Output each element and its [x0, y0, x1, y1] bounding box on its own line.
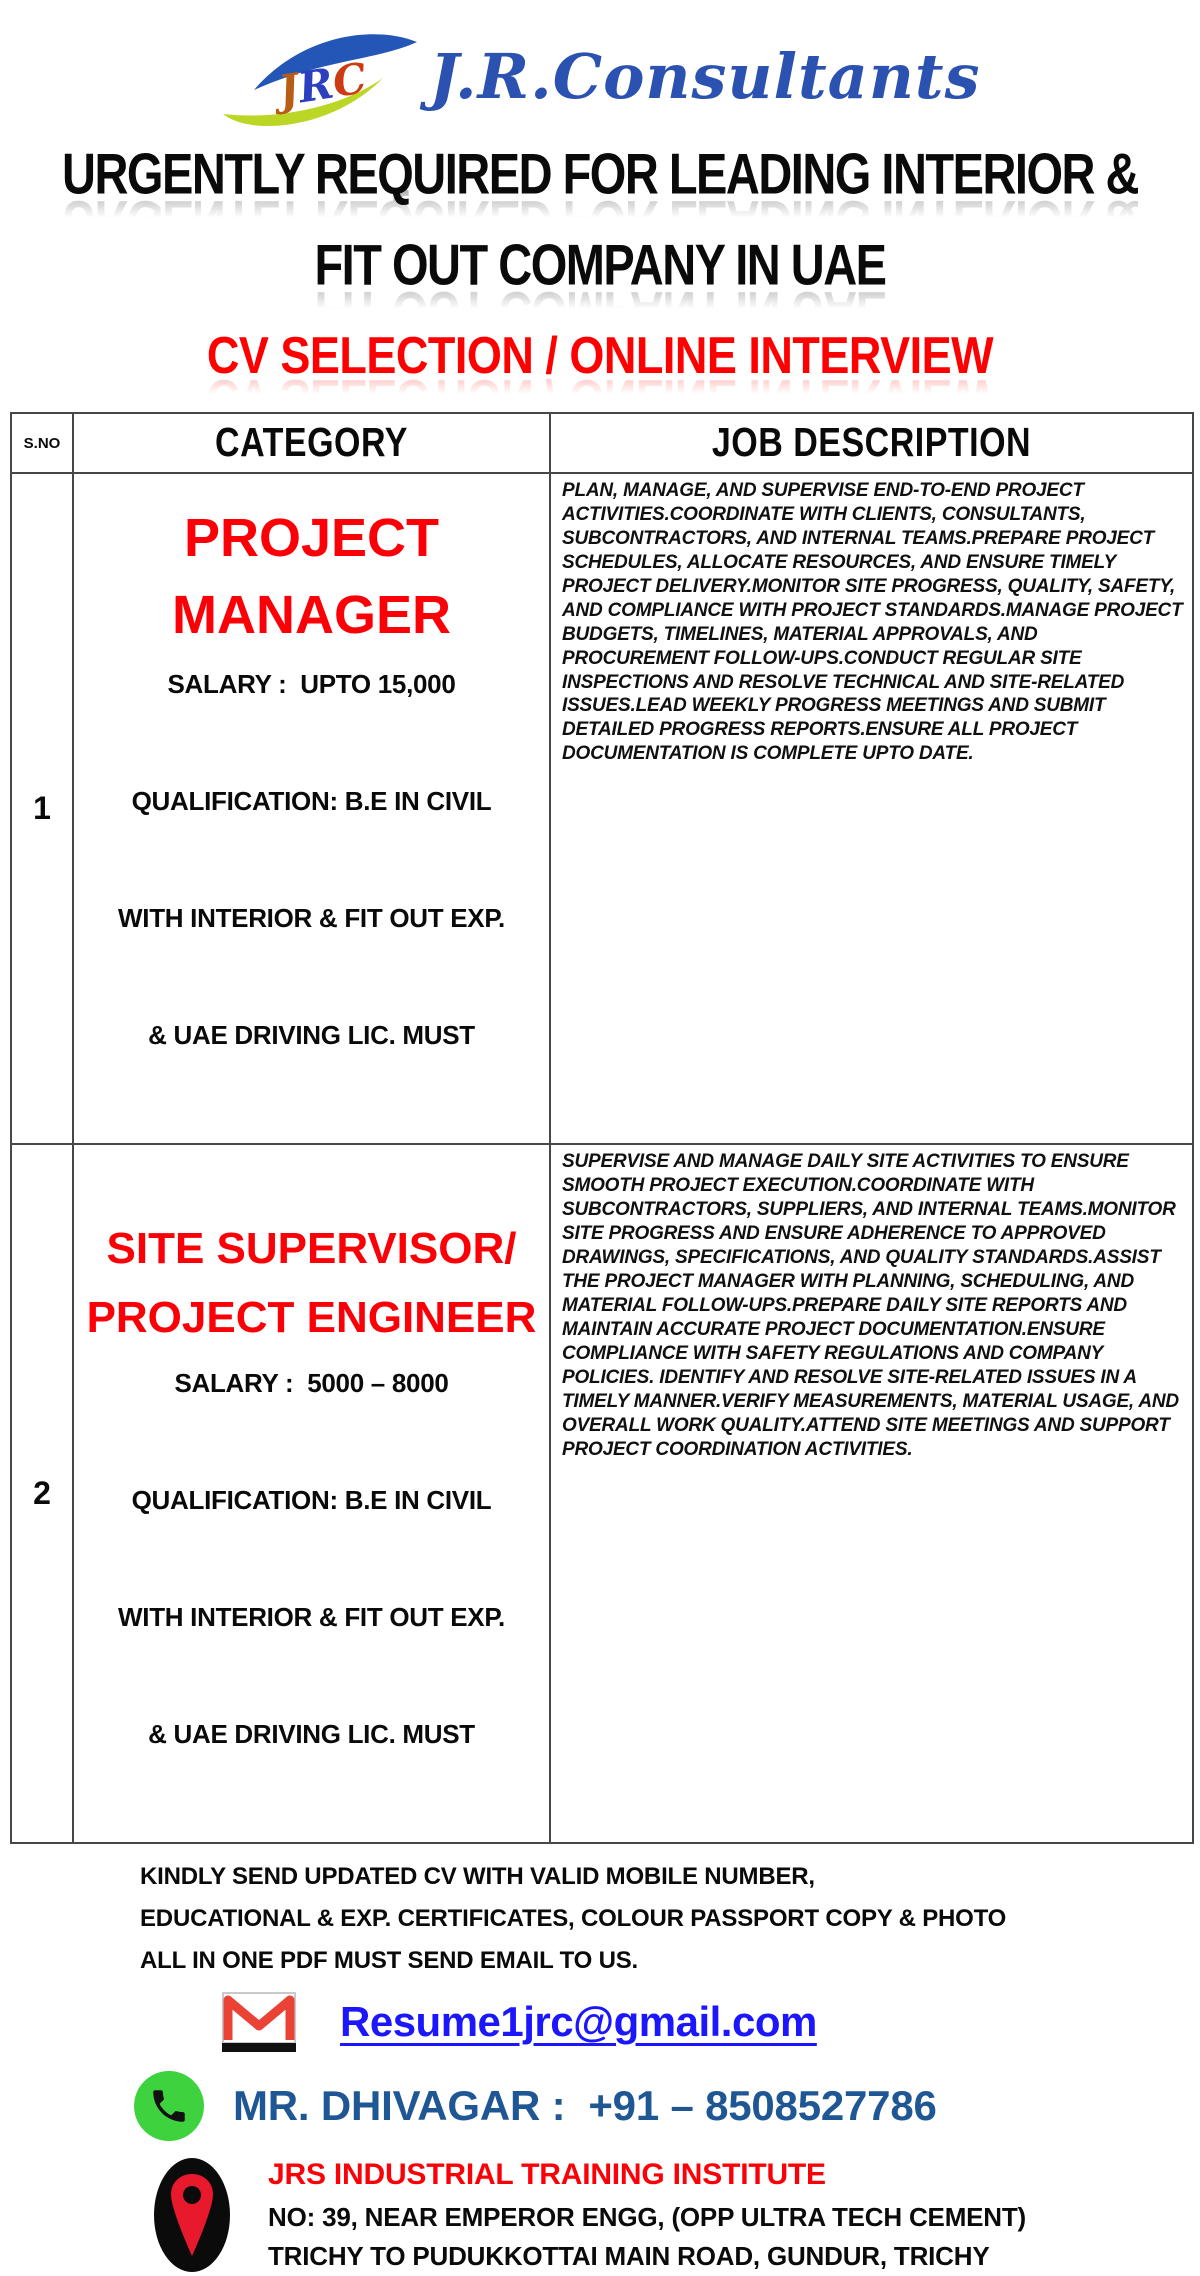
subheadline: CV SELECTION / ONLINE INTERVIEW: [206, 326, 994, 385]
row1-job-title: PROJECT MANAGER: [172, 508, 451, 645]
row1-sno: 1: [12, 474, 74, 1145]
company-name: J.R.Consultants: [429, 39, 981, 113]
headline-line2: FIT OUT COMPANY IN UAE: [314, 232, 886, 297]
location-pin-icon: [152, 2156, 232, 2274]
institute-name: JRS INDUSTRIAL TRAINING INSTITUTE: [268, 2157, 826, 2191]
column-header-job-description: JOB DESCRIPTION: [551, 414, 1192, 474]
logo-row: [0, 0, 1200, 136]
email-link[interactable]: Resume1jrc@gmail.com: [340, 1997, 817, 2045]
row1-salary: SALARY : UPTO 15,000: [167, 669, 456, 700]
row2-category-cell: [74, 1145, 551, 1841]
row2-job-description: SUPERVISE AND MANAGE DAILY SITE ACTIVITIES TO ENSURE SMOOTH PROJECT EXECUTION.COORDINATE WITH SUBCONTRACTORS, SUPPLIERS, AND INTERNAL TEAMS.MONITOR SITE PROGRESS AND ENSURE ADHERENCE TO APPROVED DRAWINGS, SPECIFICATIONS, AND QUALITY STANDARDS.ASSIST THE PROJECT MANAGER WITH PLANNING, SCHEDULING, AND MATERIAL FOLLOW-UPS.PREPARE DAILY SITE REPORTS AND MAINTAIN ACCURATE PROJECT DOCUMENTATION.ENSURE COMPLIANCE WITH SAFETY REGULATIONS AND COMPANY POLICIES. IDENTIFY AND RESOLVE SITE-RELATED ISSUES IN A TIMELY MANNER.VERIFY MEASUREMENTS, MATERIAL USAGE, AND OVERALL WORK QUALITY.ATTEND SITE MEETINGS AND SUPPORT PROJECT COORDINATION ACTIVITIES.: [562, 1151, 1179, 1460]
headline-line1: URGENTLY REQUIRED FOR LEADING INTERIOR &: [62, 141, 1138, 206]
row1-qualification: QUALIFICATION: B.E IN CIVIL WITH INTERIOR & FIT OUT EXP. & UAE DRIVING LIC. MUST: [118, 786, 505, 1051]
jrc-swoosh-logo-icon: [220, 20, 420, 132]
row2-job-title: SITE SUPERVISOR/ PROJECT ENGINEER: [86, 1224, 537, 1342]
institute-row: [152, 2156, 1200, 2276]
email-row: [222, 1992, 1200, 2052]
institute-block: [268, 2156, 1026, 2276]
row2-salary: SALARY : 5000 – 8000: [174, 1367, 449, 1398]
logo-monogram: JRC: [274, 53, 370, 116]
column-header-sno: S.NO: [12, 414, 74, 474]
instruction-line: KINDLY SEND UPDATED CV WITH VALID MOBILE NUMBER,: [140, 1862, 815, 1890]
row1-job-description: PLAN, MANAGE, AND SUPERVISE END-TO-END PROJECT ACTIVITIES.COORDINATE WITH CLIENTS, CONSULTANTS, SUBCONTRACTORS, AND INTERNAL TEAMS.PREPARE PROJECT SCHEDULES, ALLOCATE RESOURCES, AND ENSURE TIMELY PROJECT DELIVERY.MONITOR SITE PROGRESS, QUALITY, SAFETY, AND COMPLIANCE WITH PROJECT STANDARDS.MANAGE PROJECT BUDGETS, TIMELINES, MATERIAL APPROVALS, AND PROCUREMENT FOLLOW-UPS.CONDUCT REGULAR SITE INSPECTIONS AND RESOLVE TECHNICAL AND SITE-RELATED ISSUES.LEAD WEEKLY PROGRESS MEETINGS AND SUBMIT DETAILED PROGRESS REPORTS.ENSURE ALL PROJECT DOCUMENTATION IS COMPLETE UPTO DATE.: [551, 474, 1192, 1145]
gmail-icon: [222, 1992, 296, 2052]
row2-qualification: QUALIFICATION: B.E IN CIVIL WITH INTERIOR & FIT OUT EXP. & UAE DRIVING LIC. MUST: [118, 1484, 505, 1749]
phone-row: [133, 2070, 1200, 2142]
instruction-line: EDUCATIONAL & EXP. CERTIFICATES, COLOUR PASSPORT COPY & PHOTO: [140, 1904, 1007, 1932]
column-header-category: CATEGORY: [74, 414, 551, 474]
row1-category-cell: [74, 474, 551, 1145]
jobs-table: [10, 412, 1194, 1844]
row2-sno: 2: [12, 1145, 74, 1841]
instruction-line: ALL IN ONE PDF MUST SEND EMAIL TO US.: [140, 1946, 638, 1974]
application-instructions: [140, 1856, 1200, 1982]
contact-person-phone: MR. DHIVAGAR : +91 – 8508527786: [233, 2081, 937, 2129]
phone-icon: [133, 2070, 205, 2142]
institute-address: NO: 39, NEAR EMPEROR ENGG, (OPP ULTRA TECH CEMENT) TRICHY TO PUDUKKOTTAI MAIN ROAD, GUNDUR, TRICHY: [268, 2201, 1027, 2271]
